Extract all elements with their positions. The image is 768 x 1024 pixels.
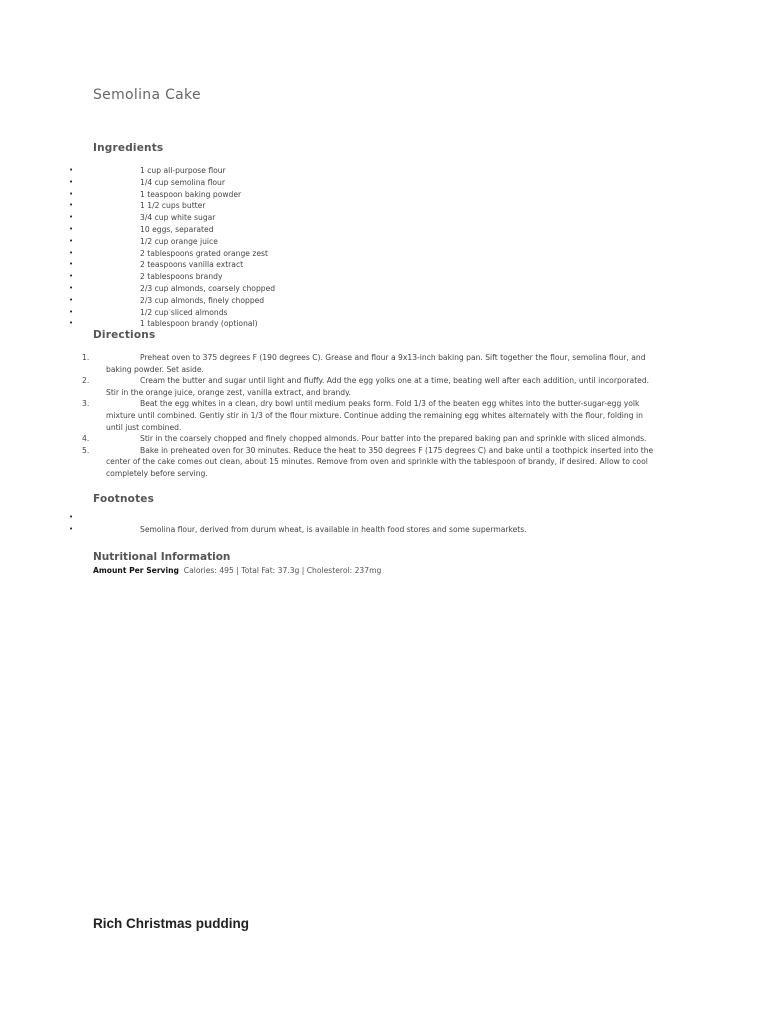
ingredient-item — [0, 200, 768, 212]
ingredient-item-text: 1/2 cup sliced almonds — [140, 307, 228, 317]
ingredient-item-text: 2 teaspoons vanilla extract — [140, 260, 244, 270]
ingredient-item — [0, 189, 768, 201]
ingredient-item — [0, 165, 768, 177]
bullet-icon: • — [69, 295, 74, 304]
recipe-title: Semolina Cake — [93, 87, 201, 103]
direction-step-text: Bake in preheated oven for 30 minutes. Reduce the heat to 350 degrees F (175 degrees C) and bake until a toothpick inserted into the center of the cake comes out clean, about 15 minutes. Remove from oven and sprinkle with the tablespoon of brandy, if desired. Allow to cool completely before serving. — [106, 445, 654, 478]
directions-heading: Directions — [93, 329, 156, 341]
footnotes-list — [0, 512, 768, 536]
ingredient-item — [0, 307, 768, 319]
ingredient-item — [0, 295, 768, 307]
footnote-item — [0, 512, 768, 524]
bullet-icon: • — [69, 248, 74, 257]
bullet-icon: • — [69, 166, 74, 174]
direction-step — [0, 375, 768, 398]
direction-step-text: Stir in the coarsely chopped and finely chopped almonds. Pour batter into the prepared baking pan and sprinkle with sliced almonds. — [140, 434, 647, 444]
nutrition-label: Amount Per Serving — [93, 566, 179, 575]
bullet-icon: • — [69, 189, 74, 198]
ingredient-item-text: 3/4 cup white sugar — [140, 213, 216, 223]
ingredient-item — [0, 248, 768, 260]
ingredients-list — [0, 165, 768, 330]
ingredient-item-text: 1 1/2 cups butter — [140, 201, 206, 211]
direction-step-number: 5. — [82, 445, 90, 455]
ingredient-item — [0, 177, 768, 189]
direction-step-number: 3. — [82, 399, 90, 409]
ingredient-item-text: 1/2 cup orange juice — [140, 236, 218, 246]
bullet-icon: • — [69, 224, 74, 233]
ingredient-item — [0, 224, 768, 236]
direction-step-text: Beat the egg whites in a clean, dry bowl until medium peaks form. Fold 1/3 of the beaten egg whites into the butter-sugar-egg yolk mixture until combined. Gently stir in 1/3 of the flour mixture. Continue adding the remaining egg whites alternately with the flour, folding in until just combined. — [106, 399, 643, 432]
footnote-item-text: Semolina flour, derived from durum wheat, is available in health food stores and some supermarkets. — [140, 524, 527, 534]
ingredients-heading: Ingredients — [93, 142, 164, 154]
direction-step — [0, 433, 768, 445]
bullet-icon: • — [69, 513, 74, 521]
ingredient-item-text: 1 teaspoon baking powder — [140, 189, 242, 199]
direction-step — [0, 352, 768, 375]
direction-step — [0, 445, 768, 480]
ingredient-item-text: 2/3 cup almonds, finely chopped — [140, 295, 265, 305]
bullet-icon: • — [69, 307, 74, 316]
direction-step-number: 4. — [82, 434, 90, 444]
ingredient-item-text: 2/3 cup almonds, coarsely chopped — [140, 283, 276, 293]
bullet-icon: • — [69, 236, 74, 245]
ingredient-item-text: 1 tablespoon brandy (optional) — [140, 319, 258, 329]
nutrition-values: Calories: 495 | Total Fat: 37.3g | Cholesterol: 237mg — [183, 566, 382, 575]
direction-step-number: 2. — [82, 376, 90, 386]
direction-step — [0, 398, 768, 433]
bullet-icon: • — [69, 201, 74, 210]
footnotes-heading: Footnotes — [93, 493, 155, 505]
ingredient-item-text: 2 tablespoons grated orange zest — [140, 248, 268, 258]
bullet-icon: • — [69, 283, 74, 292]
nutrition-line — [93, 566, 381, 575]
ingredient-item — [0, 259, 768, 271]
nutrition-heading: Nutritional Information — [93, 551, 231, 563]
footnote-item — [0, 524, 768, 536]
ingredient-item-text: 1/4 cup semolina flour — [140, 177, 225, 187]
ingredient-item-text: 1 cup all-purpose flour — [140, 166, 226, 175]
bullet-icon: • — [69, 260, 74, 269]
next-recipe-title: Rich Christmas pudding — [93, 916, 250, 931]
ingredient-item — [0, 212, 768, 224]
ingredient-item-text: 2 tablespoons brandy — [140, 272, 223, 282]
bullet-icon: • — [69, 177, 74, 186]
bullet-icon: • — [69, 524, 74, 533]
direction-step-text: Preheat oven to 375 degrees F (190 degrees C). Grease and flour a 9x13-inch baking pan. Sift together the flour, semolina flour, and baking powder. Set aside. — [106, 353, 646, 374]
ingredient-item — [0, 271, 768, 283]
direction-step-number: 1. — [82, 353, 90, 362]
bullet-icon: • — [69, 319, 74, 328]
directions-list — [0, 352, 768, 480]
ingredient-item — [0, 236, 768, 248]
ingredient-item — [0, 283, 768, 295]
ingredient-item-text: 10 eggs, separated — [140, 224, 214, 234]
bullet-icon: • — [69, 272, 74, 281]
bullet-icon: • — [69, 213, 74, 222]
direction-step-text: Cream the butter and sugar until light and fluffy. Add the egg yolks one at a time, beating well after each addition, until incorporated. Stir in the orange juice, orange zest, vanilla extract, and brandy. — [106, 376, 650, 397]
